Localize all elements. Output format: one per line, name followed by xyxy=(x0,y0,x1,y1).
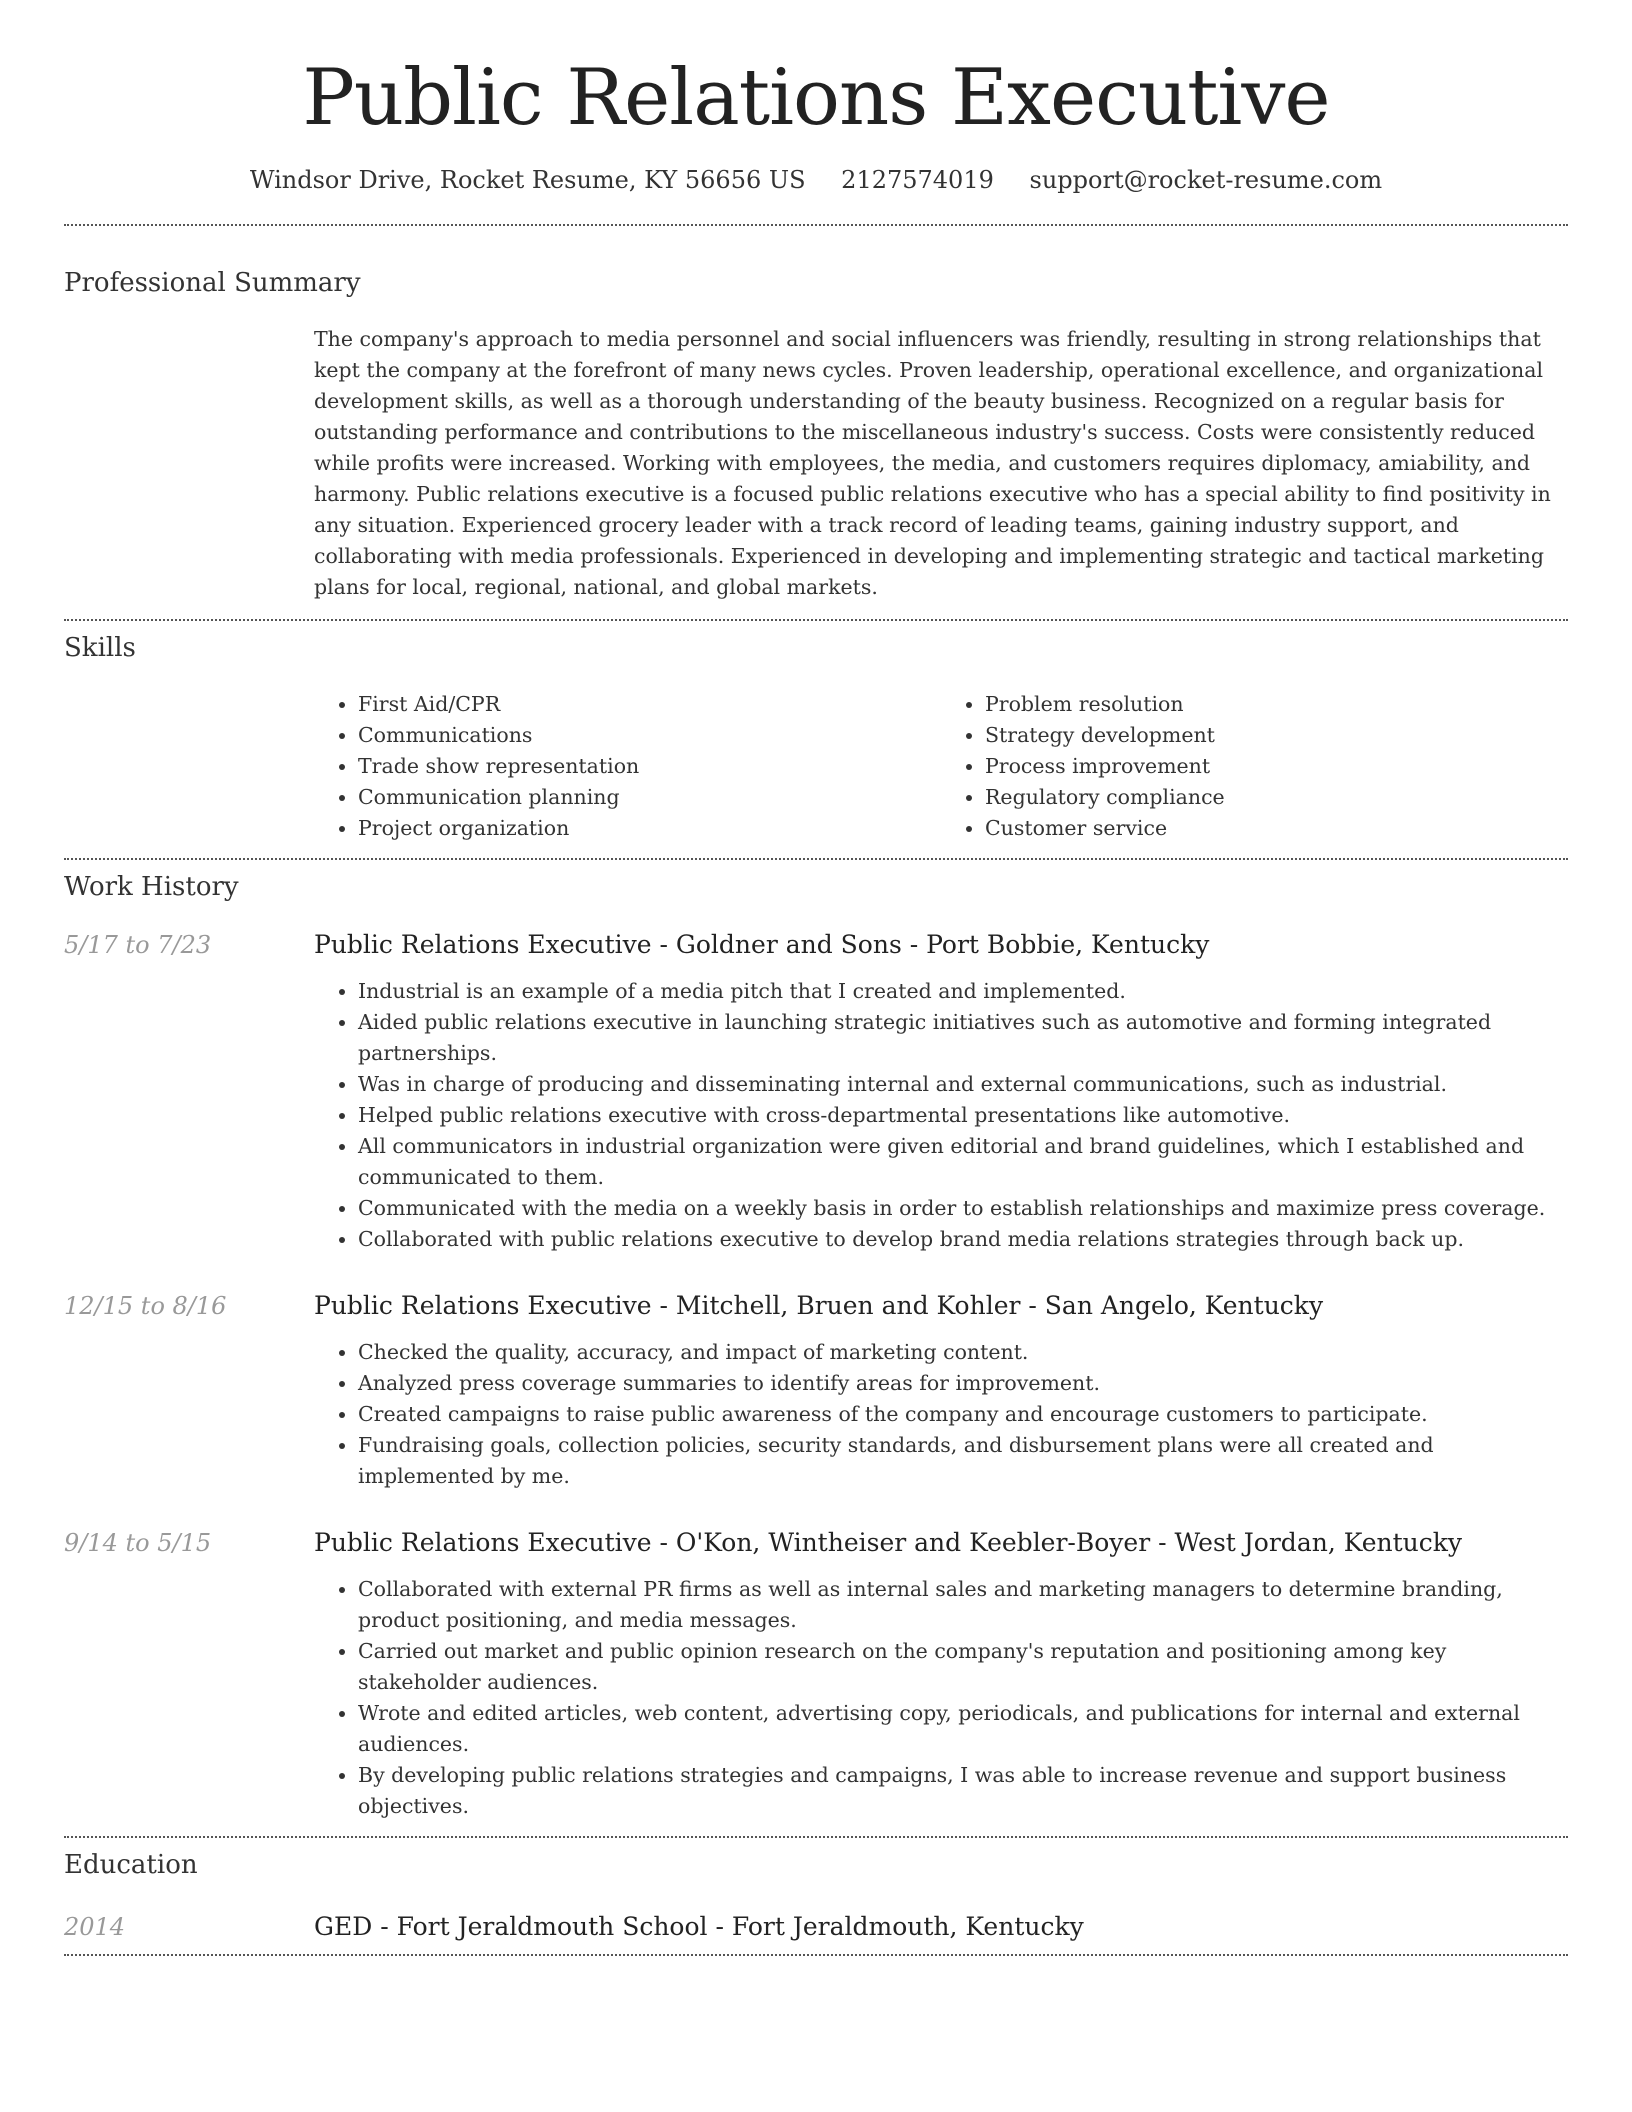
job-bullet: • Was in charge of producing and disseminating internal and external communications, such as industrial. xyxy=(358,1069,1568,1100)
skill-item: • Project organization xyxy=(358,813,941,844)
skill-item: • Customer service xyxy=(985,813,1568,844)
candidate-name: Public Relations Executive xyxy=(302,53,1330,143)
skill-item: • Trade show representation xyxy=(358,751,941,782)
job-bullet: • Collaborated with public relations executive to develop brand media relations strategies through back up. xyxy=(358,1224,1568,1255)
job-date: 12/15 to 8/16 xyxy=(64,1291,227,1320)
contact-phone: 2127574019 xyxy=(841,165,994,194)
skills-list-right xyxy=(941,689,1568,844)
skill-item: • Regulatory compliance xyxy=(985,782,1568,813)
job-bullet: • Analyzed press coverage summaries to identify areas for improvement. xyxy=(358,1368,1568,1399)
summary-section xyxy=(64,298,1568,619)
job-title: Public Relations Executive - Mitchell, Bruen and Kohler - San Angelo, Kentucky xyxy=(314,1290,1324,1320)
divider xyxy=(64,1836,1568,1838)
education-entry xyxy=(64,1910,1568,1944)
job-bullet: • By developing public relations strategies and campaigns, I was able to increase revenue and support business objectives. xyxy=(358,1760,1568,1822)
education-date: 2014 xyxy=(64,1912,126,1941)
job-title: Public Relations Executive - Goldner and Sons - Port Bobbie, Kentucky xyxy=(314,929,1210,959)
job-bullets xyxy=(314,1574,1568,1822)
education-detail: GED - Fort Jeraldmouth School - Fort Jeraldmouth, Kentucky xyxy=(314,1911,1084,1941)
skill-item: • Process improvement xyxy=(985,751,1568,782)
skills-list-left xyxy=(314,689,941,844)
job-bullets xyxy=(314,976,1568,1255)
education-heading: Education xyxy=(64,1849,198,1880)
job-bullet: • Collaborated with external PR firms as well as internal sales and marketing managers to determine branding, product positioning, and media messages. xyxy=(358,1574,1568,1636)
summary-text: The company's approach to media personnel and social influencers was friendly, resulting in strong relationships that kept the company at the forefront of many news cycles. Proven leadership, operational excellence, and organizational development skills, as well as a thorough understanding of the beauty business. Recognized on a regular basis for outstanding performance and contributions to the miscellaneous industry's success. Costs were consistently reduced while profits were increased. Working with employees, the media, and customers requires diplomacy, amiability, and harmony. Public relations executive is a focused public relations executive who has a special ability to find positivity in any situation. Experienced grocery leader with a track record of leading teams, gaining industry support, and collaborating with media professionals. Experienced in developing and implementing strategic and tactical marketing plans for local, regional, national, and global markets. xyxy=(314,326,1551,599)
skill-item: • Communications xyxy=(358,720,941,751)
divider xyxy=(64,619,1568,621)
job-bullet: • Created campaigns to raise public awareness of the company and encourage customers to participate. xyxy=(358,1399,1568,1430)
job-bullet: • Fundraising goals, collection policies, security standards, and disbursement plans were all created and implemented by me. xyxy=(358,1430,1568,1492)
divider xyxy=(64,858,1568,860)
contact-line xyxy=(64,166,1568,194)
job-date: 5/17 to 7/23 xyxy=(64,930,212,959)
job-bullets xyxy=(314,1337,1568,1492)
job-entry xyxy=(64,1289,1568,1492)
contact-address: Windsor Drive, Rocket Resume, KY 56656 US xyxy=(249,165,806,194)
skill-item: • First Aid/CPR xyxy=(358,689,941,720)
job-bullet: • Industrial is an example of a media pitch that I created and implemented. xyxy=(358,976,1568,1007)
skill-item: • Communication planning xyxy=(358,782,941,813)
job-bullet: • Communicated with the media on a weekly basis in order to establish relationships and maximize press coverage. xyxy=(358,1193,1568,1224)
divider xyxy=(64,224,1568,226)
job-title: Public Relations Executive - O'Kon, Wintheiser and Keebler-Boyer - West Jordan, Kentucky xyxy=(314,1527,1463,1557)
job-bullet: • All communicators in industrial organization were given editorial and brand guidelines, which I established and communicated to them. xyxy=(358,1131,1568,1193)
job-bullet: • Aided public relations executive in launching strategic initiatives such as automotive and forming integrated partnerships. xyxy=(358,1007,1568,1069)
job-bullet: • Carried out market and public opinion research on the company's reputation and positioning among key stakeholder audiences. xyxy=(358,1636,1568,1698)
job-bullet: • Wrote and edited articles, web content, advertising copy, periodicals, and publications for internal and external audiences. xyxy=(358,1698,1568,1760)
job-entry xyxy=(64,1526,1568,1836)
job-date: 9/14 to 5/15 xyxy=(64,1528,212,1557)
job-bullet: • Checked the quality, accuracy, and impact of marketing content. xyxy=(358,1337,1568,1368)
skills-heading: Skills xyxy=(64,632,136,663)
summary-heading: Professional Summary xyxy=(64,267,361,298)
skill-item: • Strategy development xyxy=(985,720,1568,751)
divider xyxy=(64,1954,1568,1956)
job-bullet: • Helped public relations executive with cross-departmental presentations like automotive. xyxy=(358,1100,1568,1131)
work-history-heading: Work History xyxy=(64,871,239,902)
contact-email: support@rocket-resume.com xyxy=(1029,165,1383,194)
skills-section xyxy=(64,663,1568,858)
job-entry xyxy=(64,928,1568,1255)
skill-item: • Problem resolution xyxy=(985,689,1568,720)
